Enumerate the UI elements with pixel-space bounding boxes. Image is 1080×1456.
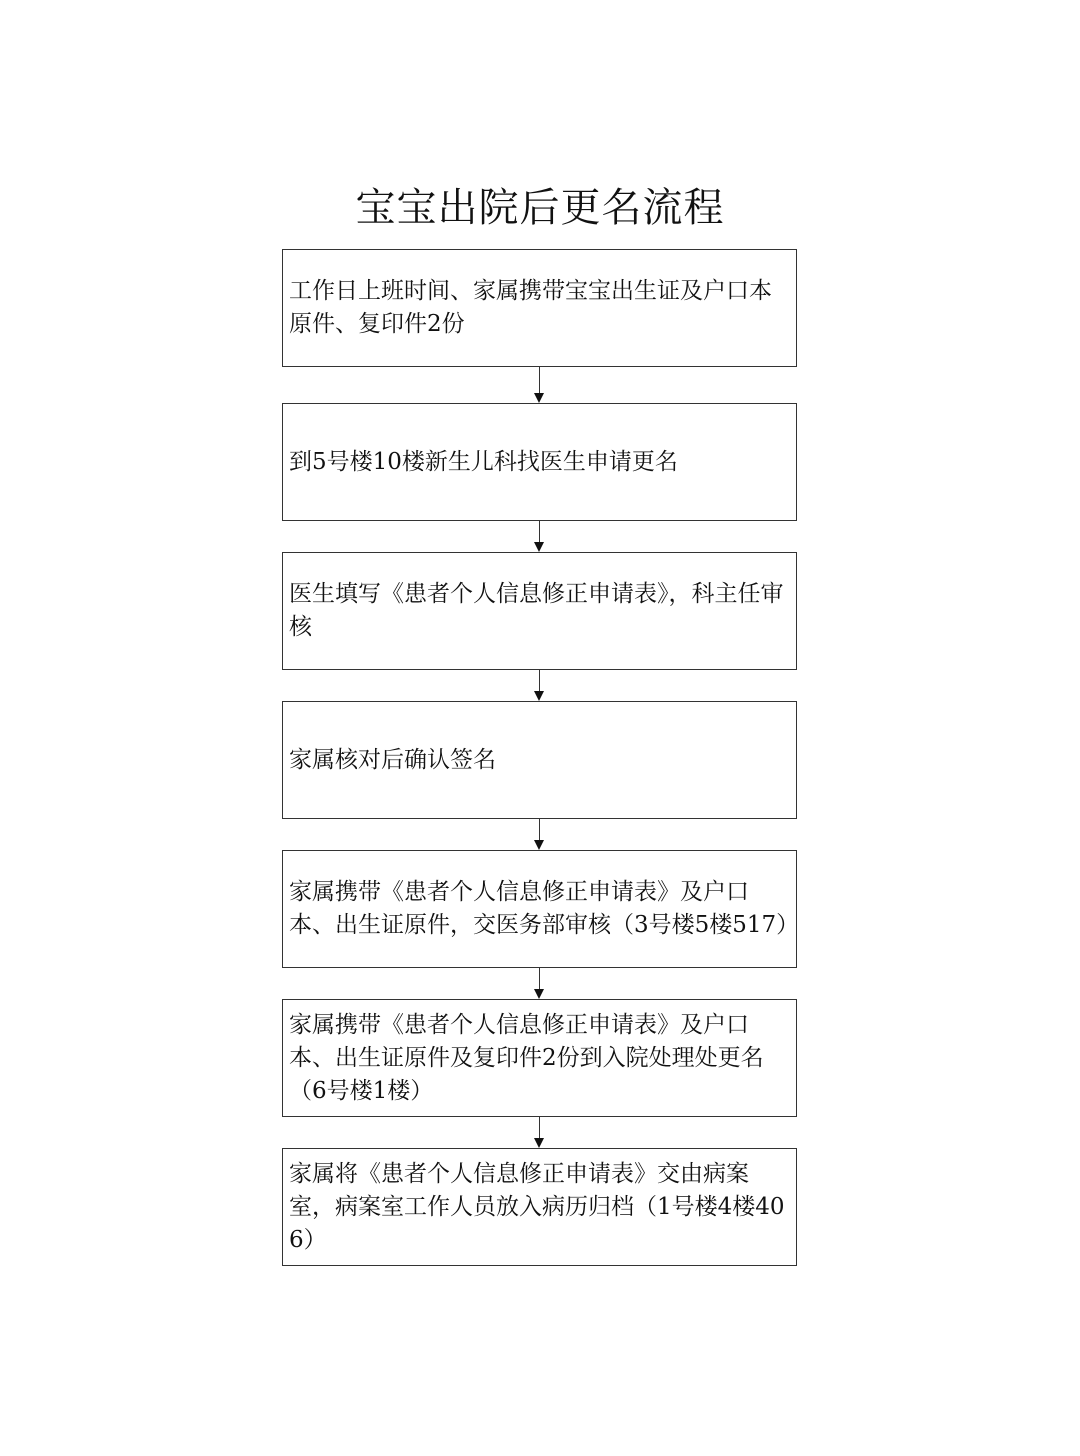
connector-arrow-5	[539, 968, 541, 999]
step-1-box	[282, 249, 797, 367]
arrow-down-icon	[534, 393, 544, 403]
step-5-text: 家属携带《患者个人信息修正申请表》及户口本、出生证原件，交医务部审核（3号楼5楼517）	[289, 879, 800, 938]
step-2-box	[282, 403, 797, 521]
flowchart-title: 宝宝出院后更名流程	[355, 185, 725, 231]
step-3-text: 医生填写《患者个人信息修正申请表》，科主任审核	[289, 581, 784, 640]
connector-arrow-1	[539, 367, 541, 403]
connector-arrow-6	[539, 1117, 541, 1148]
step-7-text: 家属将《患者个人信息修正申请表》交由病案室，病案室工作人员放入病历归档（1号楼4楼406）	[289, 1160, 785, 1253]
step-6-text: 家属携带《患者个人信息修正申请表》及户口本、出生证原件及复印件2份到入院处理处更名（6号楼1楼）	[289, 1011, 764, 1104]
connector-arrow-3	[539, 670, 541, 701]
step-2-text: 到5号楼10楼新生儿科找医生申请更名	[289, 448, 678, 475]
step-4-box	[282, 701, 797, 819]
arrow-down-icon	[534, 542, 544, 552]
step-7-box	[282, 1148, 797, 1266]
step-4-text: 家属核对后确认签名	[289, 746, 496, 773]
arrow-down-icon	[534, 691, 544, 701]
arrow-down-icon	[534, 1138, 544, 1148]
step-1-text: 工作日上班时间、家属携带宝宝出生证及户口本原件、复印件2份	[289, 278, 772, 337]
arrow-down-icon	[534, 840, 544, 850]
step-6-box	[282, 999, 797, 1117]
step-5-box	[282, 850, 800, 968]
arrow-down-icon	[534, 989, 544, 999]
connector-arrow-4	[539, 819, 541, 850]
connector-arrow-2	[539, 521, 541, 552]
step-3-box	[282, 552, 797, 670]
